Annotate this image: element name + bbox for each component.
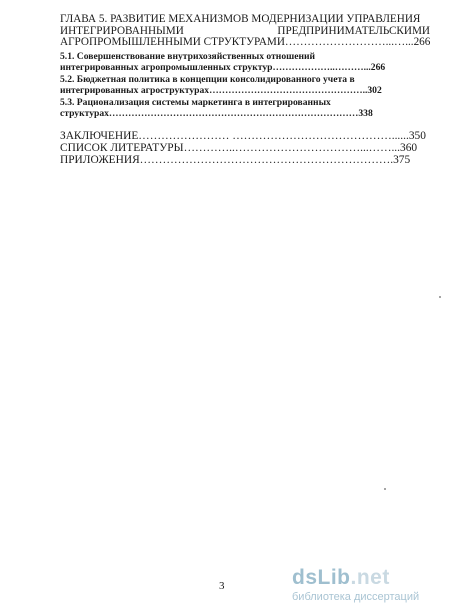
section-5-3-line-1: 5.3. Рационализация системы маркетинга в интегрированных xyxy=(60,96,331,108)
chapter-title-line-2-right: ПРЕДПРИНИМАТЕЛЬСКИМИ xyxy=(277,25,430,37)
chapter-title-line-3: АГРОПРОМЫШЛЕННЫМИ СТРУКТУРАМИ………………………...…...266 xyxy=(60,37,430,48)
watermark-logo-accent: .net xyxy=(350,566,390,589)
page-number: 3 xyxy=(219,580,225,592)
toc-entry-references: СПИСОК ЛИТЕРАТУРЫ…………..……………………………...……...360 xyxy=(60,141,418,154)
section-5-3-line-2: структурах……………………………………………………………………338 xyxy=(60,108,373,119)
toc-entry-appendices: ПРИЛОЖЕНИЯ………………………………………………………….375 xyxy=(60,153,411,166)
section-5-1-line-2: интегрированных агропромышленных структур………………..………...266 xyxy=(60,62,386,73)
watermark xyxy=(292,566,450,610)
section-5-2-line-1: 5.2. Бюджетная политика в концепции консолидированного учета в xyxy=(60,73,355,85)
section-5-2-line-2: интегрированных агроструктурах…………………………………………..302 xyxy=(60,85,382,96)
watermark-logo-main: dsLib xyxy=(292,566,351,589)
table-of-contents xyxy=(60,14,430,166)
toc-entry-conclusion: ЗАКЛЮЧЕНИЕ…………………… ……………………………………......350 xyxy=(60,129,426,142)
chapter-title-line-1: ГЛАВА 5. РАЗВИТИЕ МЕХАНИЗМОВ МОДЕРНИЗАЦИИ УПРАВЛЕНИЯ xyxy=(60,14,421,25)
section-5-1-line-1: 5.1. Совершенствование внутрихозяйственных отношений xyxy=(60,50,316,62)
chapter-title-line-2 xyxy=(60,26,430,38)
watermark-tagline: библиотека диссертаций xyxy=(292,591,420,603)
watermark-logo xyxy=(292,566,390,590)
scan-speck xyxy=(384,488,386,490)
scan-speck xyxy=(439,296,441,298)
chapter-title-line-2-left: ИНТЕГРИРОВАННЫМИ xyxy=(60,25,184,37)
